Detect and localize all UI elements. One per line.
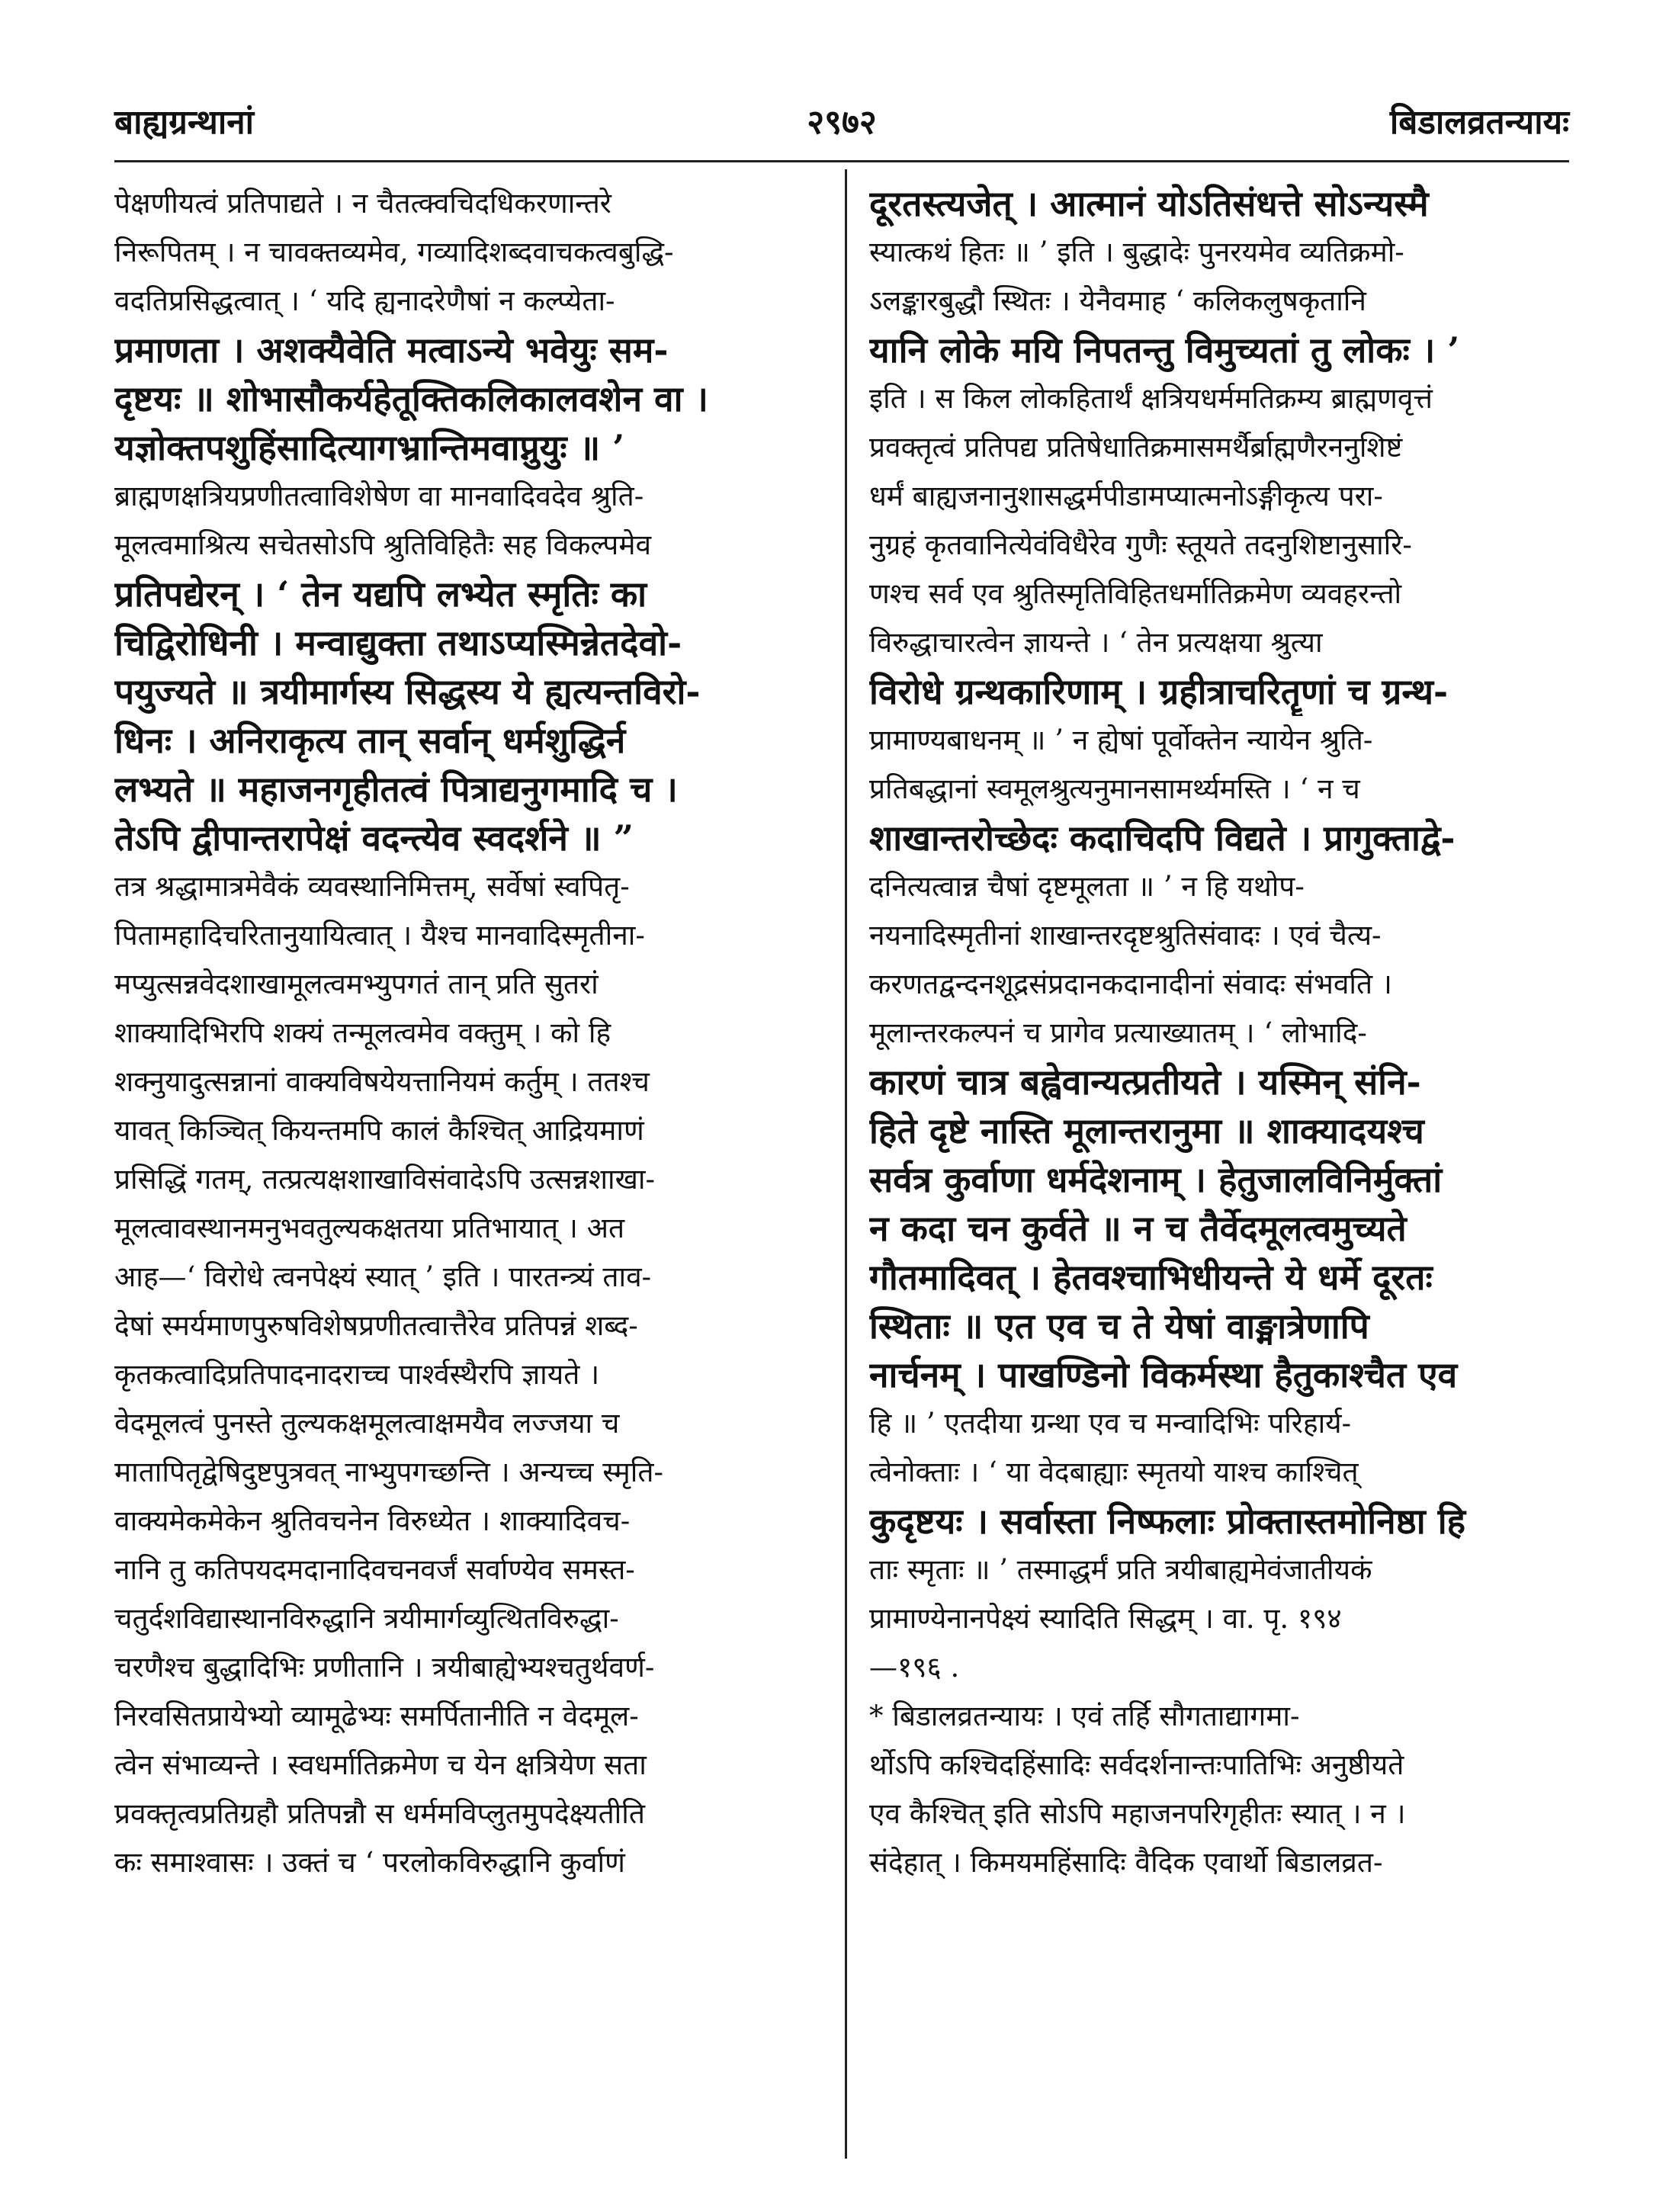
text-line: प्रतिबद्धानां स्वमूलश्रुत्यनुमानसामर्थ्यमस्ति । ‘ न च [869, 772, 1360, 805]
text-line: पेक्षणीयत्वं प्रतिपाद्यते । न चैतत्क्वचिदधिकरणान्तरे [114, 187, 611, 220]
text-line: प्रामाण्येनानपेक्ष्यं स्यादिति सिद्धम् । वा. पृ. १९४ [869, 1602, 1342, 1635]
text-line: तेऽपि द्वीपान्तरापेक्षं वदन्त्येव स्वदर्शने ॥ ” [114, 817, 634, 859]
text-line: स्थिताः ॥ एत एव च ते येषां वाङ्मात्रेणापि [869, 1305, 1369, 1347]
text-line: आह—‘ विरोधे त्वनपेक्ष्यं स्यात् ’ इति । पारतन्त्र्यं ताव- [114, 1260, 652, 1293]
text-line: त्वेनोक्ताः । ‘ या वेदबाह्याः स्मृतयो याश्च काश्चित् [869, 1456, 1359, 1488]
text-line: र्थोऽपि कश्चिदहिंसादिः सर्वदर्शनान्तःपातिभिः अनुष्ठीयते [869, 1748, 1404, 1781]
text-line: पितामहादिचरितानुयायित्वात् । यैश्च मानवादिस्मृतीना- [114, 919, 645, 952]
header-rule [114, 160, 1569, 162]
left-column [114, 179, 823, 2151]
text-line: हि ॥ ’ एतदीया ग्रन्था एव च मन्वादिभिः परिहार्य- [869, 1407, 1352, 1440]
text-line: धिनः । अनिराकृत्य तान् सर्वान् धर्मशुद्धिर्न [114, 720, 626, 761]
text-line: चिद्विरोधिनी । मन्वाद्युक्ता तथाऽप्यस्मिन्नेतदेवो- [114, 622, 682, 663]
text-line: णश्च सर्व एव श्रुतिस्मृतिविहितधर्मातिक्रमेण व्यवहरन्तो [869, 577, 1402, 610]
text-line: मूलत्वमाश्रित्य सचेतसोऽपि श्रुतिविहितैः सह विकल्पमेव [114, 528, 652, 561]
text-line: निरूपितम् । न चावक्तव्यमेव, गव्यादिशब्दवाचकत्वबुद्धि- [114, 236, 674, 268]
text-line: कारणं चात्र बह्वेवान्यत्प्रतीयते । यस्मिन् संनि- [869, 1061, 1421, 1103]
text-line: दृष्टयः ॥ शोभासौकर्यहेतूक्तिकलिकालवशेन वा । [114, 378, 708, 419]
text-line: नानि तु कतिपयदमदानादिवचनवर्जं सर्वाण्येव समस्त- [114, 1553, 635, 1586]
text-line: प्रवक्तृत्वप्रतिग्रहौ प्रतिपन्नौ स धर्ममविप्लुतमुपदेक्ष्यतीति [114, 1797, 645, 1830]
text-line: विरुद्धाचारत्वेन ज्ञायन्ते । ‘ तेन प्रत्यक्षया श्रुत्या [869, 626, 1323, 659]
text-line: यानि लोके मयि निपतन्तु विमुच्यतां तु लोकः । ’ [869, 329, 1460, 371]
text-line: यावत् किञ्चित् कियन्तमपि कालं कैश्चित् आद्रियमाणं [114, 1114, 644, 1147]
text-line: नार्चनम् । पाखण्डिनो विकर्मस्था हैतुकाश्चैत एव [869, 1354, 1458, 1395]
text-line: तत्र श्रद्धामात्रमेवैकं व्यवस्थानिमित्तम्, सर्वेषां स्वपितृ- [114, 870, 630, 903]
text-line: विरोधे ग्रन्थकारिणाम् । ग्रहीत्राचरितॄणां च ग्रन्थ- [869, 671, 1449, 712]
text-line: वदतिप्रसिद्धत्वात् । ‘ यदि ह्यनादरेणैषां न कल्प्येता- [114, 284, 615, 317]
text-line: स्यात्कथं हितः ॥ ’ इति । बुद्धादेः पुनरयमेव व्यतिक्रमो- [869, 236, 1404, 268]
text-line: एव कैश्चित् इति सोऽपि महाजनपरिगृहीतः स्यात् । न । [869, 1797, 1406, 1830]
text-line: इति । स किल लोकहितार्थं क्षत्रियधर्ममतिक्रम्य ब्राह्मणवृत्तं [869, 382, 1433, 415]
text-line: करणतद्वन्दनशूद्रसंप्रदानकदानादीनां संवादः संभवति । [869, 968, 1392, 1000]
text-line: ब्राह्मणक्षत्रियप्रणीतत्वाविशेषेण वा मानवादिवदेव श्रुति- [114, 480, 644, 512]
text-line: सर्वत्र कुर्वाणा धर्मदेशनाम् । हेतुजालविनिर्मुक्तां [869, 1159, 1443, 1200]
right-column [869, 179, 1571, 2151]
text-line: वेदमूलत्वं पुनस्ते तुल्यकक्षमूलत्वाक्षमयैव लज्जया च [114, 1407, 620, 1440]
text-line: पयुज्यते ॥ त्रयीमार्गस्य सिद्धस्य ये ह्यत्यन्तविरो- [114, 671, 701, 712]
text-line: देषां स्मर्यमाणपुरुषविशेषप्रणीतत्वात्तैरेव प्रतिपन्नं शब्द- [114, 1309, 638, 1342]
text-line: शाक्यादिभिरपि शक्यं तन्मूलत्वमेव वक्तुम् । को हि [114, 1016, 611, 1049]
text-line: धर्मं बाह्यजनानुशासद्धर्मपीडामप्यात्मनोऽङ्गीकृत्य परा- [869, 480, 1383, 512]
text-line: दूरतस्त्यजेत् । आत्मानं योऽतिसंधत्ते सोऽन्यस्मै [869, 183, 1429, 224]
text-line: चरणैश्च बुद्धादिभिः प्रणीतानि । त्रयीबाह्येभ्यश्चतुर्थवर्ण- [114, 1651, 655, 1684]
text-line: प्रसिद्धिं गतम्, तत्प्रत्यक्षशाखाविसंवादेऽपि उत्सन्नशाखा- [114, 1163, 655, 1196]
text-line: कः समाश्वासः । उक्तं च ‘ परलोकविरुद्धानि कुर्वाणं [114, 1846, 625, 1879]
text-line: गौतमादिवत् । हेतवश्चाभिधीयन्ते ये धर्मे दूरतः [869, 1257, 1433, 1298]
text-line: कुदृष्टयः । सर्वास्ता निष्फलाः प्रोक्तास्तमोनिष्ठा हि [869, 1501, 1466, 1542]
running-title-right: बिडालव्रतन्यायः [1389, 103, 1569, 142]
text-line: संदेहात् । किमयमहिंसादिः वैदिक एवार्थो बिडालव्रत- [869, 1846, 1383, 1879]
column-divider [845, 169, 847, 2159]
text-line: ऽलङ्कारबुद्धौ स्थितः । येनैवमाह ‘ कलिकलुषकृतानि [869, 284, 1366, 317]
text-line: शक्नुयादुत्सन्नानां वाक्यविषयेयत्तानियमं कर्तुम् । ततश्च [114, 1065, 650, 1098]
text-line: मप्युत्सन्नवेदशाखामूलत्वमभ्युपगतं तान् प्रति सुतरां [114, 968, 599, 1000]
text-line: वाक्यमेकमेकेन श्रुतिवचनेन विरुध्येत । शाक्यादिवच- [114, 1504, 631, 1537]
text-line: प्रवक्तृत्वं प्रतिपद्य प्रतिषेधातिक्रमासमर्थैर्ब्राह्मणैरननुशिष्टं [869, 431, 1403, 464]
text-line: प्रतिपद्येरन् । ‘ तेन यद्यपि लभ्येत स्मृतिः का [114, 573, 647, 615]
text-line: नुग्रहं कृतवानित्येवंविधैरेव गुणैः स्तूयते तदनुशिष्टानुसारि- [869, 528, 1412, 561]
text-line: लभ्यते ॥ महाजनगृहीतत्वं पित्राद्यनुगमादि च । [114, 769, 678, 810]
text-line: * बिडालव्रतन्यायः । एवं तर्हि सौगताद्यागमा- [869, 1700, 1300, 1732]
text-line: कृतकत्वादिप्रतिपादनादराच्च पार्श्वस्थैरपि ज्ञायते । [114, 1358, 600, 1391]
running-title-left: बाह्यग्रन्थानां [114, 103, 255, 142]
text-line: चतुर्दशविद्यास्थानविरुद्धानि त्रयीमार्गव्युत्थितविरुद्धा- [114, 1602, 619, 1635]
text-line: निरवसितप्रायेभ्यो व्यामूढेभ्यः समर्पितानीति न वेदमूल- [114, 1700, 639, 1732]
text-line: प्रामाण्यबाधनम् ॥ ’ न ह्येषां पूर्वोक्तेन न्यायेन श्रुति- [869, 724, 1373, 756]
text-line: मातापितृद्वेषिदुष्टपुत्रवत् नाभ्युपगच्छन्ति । अन्यच्च स्मृति- [114, 1456, 663, 1488]
page-number: २९७२ [807, 103, 877, 142]
text-line: न कदा चन कुर्वते ॥ न च तैर्वेदमूलत्वमुच्यते [869, 1208, 1407, 1249]
text-line: यज्ञोक्तपशुहिंसादित्यागभ्रान्तिमवाप्नुयुः ॥ ’ [114, 427, 625, 468]
text-line: —१९६ . [869, 1651, 960, 1684]
text-line: मूलत्वावस्थानमनुभवतुल्यकक्षतया प्रतिभायात् । अत [114, 1212, 625, 1244]
text-line: त्वेन संभाव्यन्ते । स्वधर्मातिक्रमेण च येन क्षत्रियेण सता [114, 1748, 647, 1781]
text-line: दनित्यत्वान्न चैषां दृष्टमूलता ॥ ’ न हि यथोप- [869, 870, 1305, 903]
text-line: शाखान्तरोच्छेदः कदाचिदपि विद्यते । प्रागुक्ताद्वे- [869, 817, 1456, 859]
text-line: मूलान्तरकल्पनं च प्रागेव प्रत्याख्यातम् । ‘ लोभादि- [869, 1016, 1367, 1049]
text-line: प्रमाणता । अशक्यैवेति मत्वाऽन्ये भवेयुः सम- [114, 329, 669, 371]
text-line: हिते दृष्टे नास्ति मूलान्तरानुमा ॥ शाक्यादयश्च [869, 1110, 1424, 1151]
text-line: ताः स्मृताः ॥ ’ तस्माद्धर्मं प्रति त्रयीबाह्यमेवंजातीयकं [869, 1553, 1372, 1586]
page-header [114, 98, 1569, 151]
text-line: नयनादिस्मृतीनां शाखान्तरदृष्टश्रुतिसंवादः । एवं चैत्य- [869, 919, 1382, 952]
